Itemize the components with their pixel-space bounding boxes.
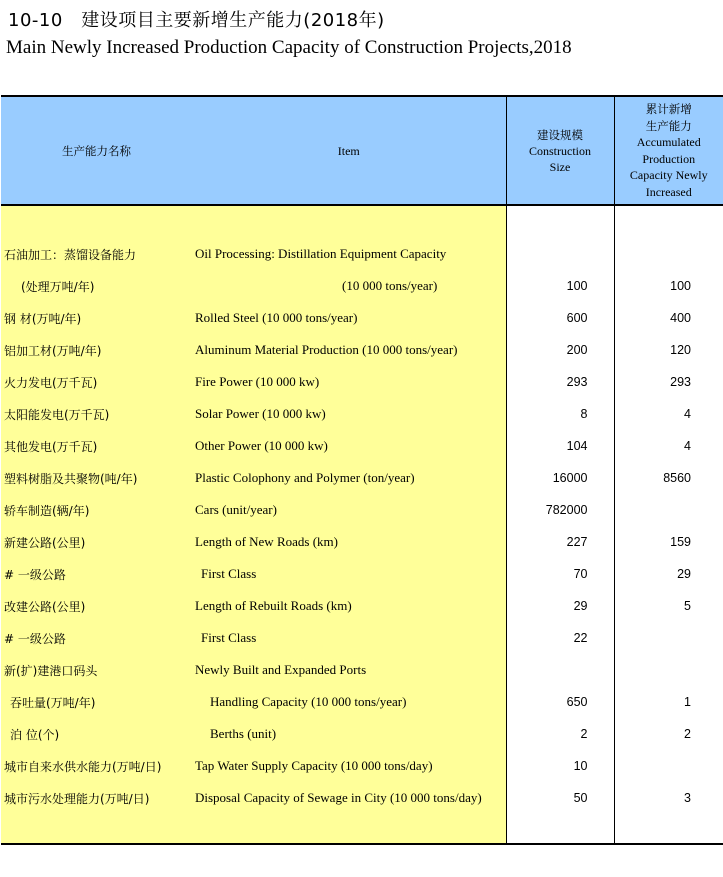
table-row <box>1 238 723 270</box>
row-accumulated-capacity: 8560 <box>614 462 723 494</box>
row-construction-size: 227 <box>506 526 614 558</box>
table-row <box>1 526 723 558</box>
capacity-table <box>1 95 723 845</box>
row-accumulated-capacity <box>614 654 723 686</box>
row-construction-size: 22 <box>506 622 614 654</box>
row-construction-size <box>506 238 614 270</box>
table-row <box>1 366 723 398</box>
row-name-cn: 石油加工：蒸馏设备能力 <box>1 238 192 270</box>
row-name-cn: # 一级公路 <box>1 558 192 590</box>
row-accumulated-capacity <box>614 494 723 526</box>
row-name-cn: 吞吐量(万吨/年) <box>1 686 192 718</box>
row-accumulated-capacity: 100 <box>614 270 723 302</box>
row-accumulated-capacity: 293 <box>614 366 723 398</box>
table-spacer-row <box>1 205 723 238</box>
row-construction-size: 100 <box>506 270 614 302</box>
table-end-row <box>1 814 723 844</box>
row-construction-size: 29 <box>506 590 614 622</box>
header-construction-size: 建设规模 Construction Size <box>506 96 614 205</box>
row-construction-size: 600 <box>506 302 614 334</box>
row-construction-size: 8 <box>506 398 614 430</box>
row-item-en: Handling Capacity (10 000 tons/year) <box>192 686 506 718</box>
row-name-cn: 改建公路(公里) <box>1 590 192 622</box>
row-item-en: Rolled Steel (10 000 tons/year) <box>192 302 506 334</box>
row-accumulated-capacity: 120 <box>614 334 723 366</box>
header-accumulated-capacity: 累计新增 生产能力 Accumulated Production Capacity Newly Increased <box>614 96 723 205</box>
row-item-en: (10 000 tons/year) <box>192 270 506 302</box>
row-accumulated-capacity <box>614 750 723 782</box>
row-accumulated-capacity: 5 <box>614 590 723 622</box>
row-name-cn: 城市自来水供水能力(万吨/日) <box>1 750 192 782</box>
row-item-en: Aluminum Material Production (10 000 tons/year) <box>192 334 506 366</box>
table-row <box>1 750 723 782</box>
row-item-en: Solar Power (10 000 kw) <box>192 398 506 430</box>
row-construction-size: 16000 <box>506 462 614 494</box>
row-name-cn: 新(扩)建港口码头 <box>1 654 192 686</box>
row-item-en: Cars (unit/year) <box>192 494 506 526</box>
row-construction-size: 2 <box>506 718 614 750</box>
row-item-en: Disposal Capacity of Sewage in City (10 000 tons/day) <box>192 782 506 814</box>
row-accumulated-capacity: 4 <box>614 398 723 430</box>
table-row <box>1 654 723 686</box>
row-name-cn: 塑料树脂及共聚物(吨/年) <box>1 462 192 494</box>
row-name-cn: 轿车制造(辆/年) <box>1 494 192 526</box>
row-construction-size: 782000 <box>506 494 614 526</box>
table-row <box>1 622 723 654</box>
row-construction-size: 104 <box>506 430 614 462</box>
row-name-cn: 钢 材(万吨/年) <box>1 302 192 334</box>
row-construction-size <box>506 654 614 686</box>
row-accumulated-capacity: 2 <box>614 718 723 750</box>
row-construction-size: 650 <box>506 686 614 718</box>
row-name-cn: (处理万吨/年) <box>1 270 192 302</box>
header-item-en: Item <box>192 96 506 205</box>
row-accumulated-capacity: 29 <box>614 558 723 590</box>
row-item-en: First Class <box>192 558 506 590</box>
row-accumulated-capacity <box>614 238 723 270</box>
row-name-cn: 铝加工材(万吨/年) <box>1 334 192 366</box>
row-construction-size: 293 <box>506 366 614 398</box>
table-row <box>1 558 723 590</box>
table-row <box>1 334 723 366</box>
row-accumulated-capacity <box>614 622 723 654</box>
row-item-en: First Class <box>192 622 506 654</box>
row-name-cn: 太阳能发电(万千瓦) <box>1 398 192 430</box>
table-row <box>1 718 723 750</box>
table-row <box>1 686 723 718</box>
row-item-en: Newly Built and Expanded Ports <box>192 654 506 686</box>
table-row <box>1 270 723 302</box>
row-construction-size: 10 <box>506 750 614 782</box>
row-accumulated-capacity: 400 <box>614 302 723 334</box>
row-name-cn: 城市污水处理能力(万吨/日) <box>1 782 192 814</box>
row-name-cn: # 一级公路 <box>1 622 192 654</box>
row-item-en: Oil Processing: Distillation Equipment Capacity <box>192 238 506 270</box>
table-row <box>1 430 723 462</box>
row-item-en: Tap Water Supply Capacity (10 000 tons/day) <box>192 750 506 782</box>
table-header-row <box>1 96 723 205</box>
row-accumulated-capacity: 159 <box>614 526 723 558</box>
row-item-en: Fire Power (10 000 kw) <box>192 366 506 398</box>
row-accumulated-capacity: 3 <box>614 782 723 814</box>
page-title-chinese: 10-10 建设项目主要新增生产能力(2018年) <box>8 10 385 31</box>
page-title-english: Main Newly Increased Production Capacity of Construction Projects,2018 <box>6 37 572 58</box>
row-name-cn: 火力发电(万千瓦) <box>1 366 192 398</box>
row-item-en: Length of New Roads (km) <box>192 526 506 558</box>
table-row <box>1 494 723 526</box>
row-name-cn: 其他发电(万千瓦) <box>1 430 192 462</box>
table-row <box>1 590 723 622</box>
row-item-en: Plastic Colophony and Polymer (ton/year) <box>192 462 506 494</box>
row-item-en: Length of Rebuilt Roads (km) <box>192 590 506 622</box>
table-row <box>1 302 723 334</box>
row-name-cn: 新建公路(公里) <box>1 526 192 558</box>
row-item-en: Berths (unit) <box>192 718 506 750</box>
table-row <box>1 462 723 494</box>
table-row <box>1 782 723 814</box>
row-construction-size: 200 <box>506 334 614 366</box>
row-accumulated-capacity: 4 <box>614 430 723 462</box>
table-row <box>1 398 723 430</box>
row-item-en: Other Power (10 000 kw) <box>192 430 506 462</box>
header-item-name-cn: 生产能力名称 <box>1 96 192 205</box>
row-construction-size: 50 <box>506 782 614 814</box>
row-accumulated-capacity: 1 <box>614 686 723 718</box>
row-construction-size: 70 <box>506 558 614 590</box>
row-name-cn: 泊 位(个) <box>1 718 192 750</box>
